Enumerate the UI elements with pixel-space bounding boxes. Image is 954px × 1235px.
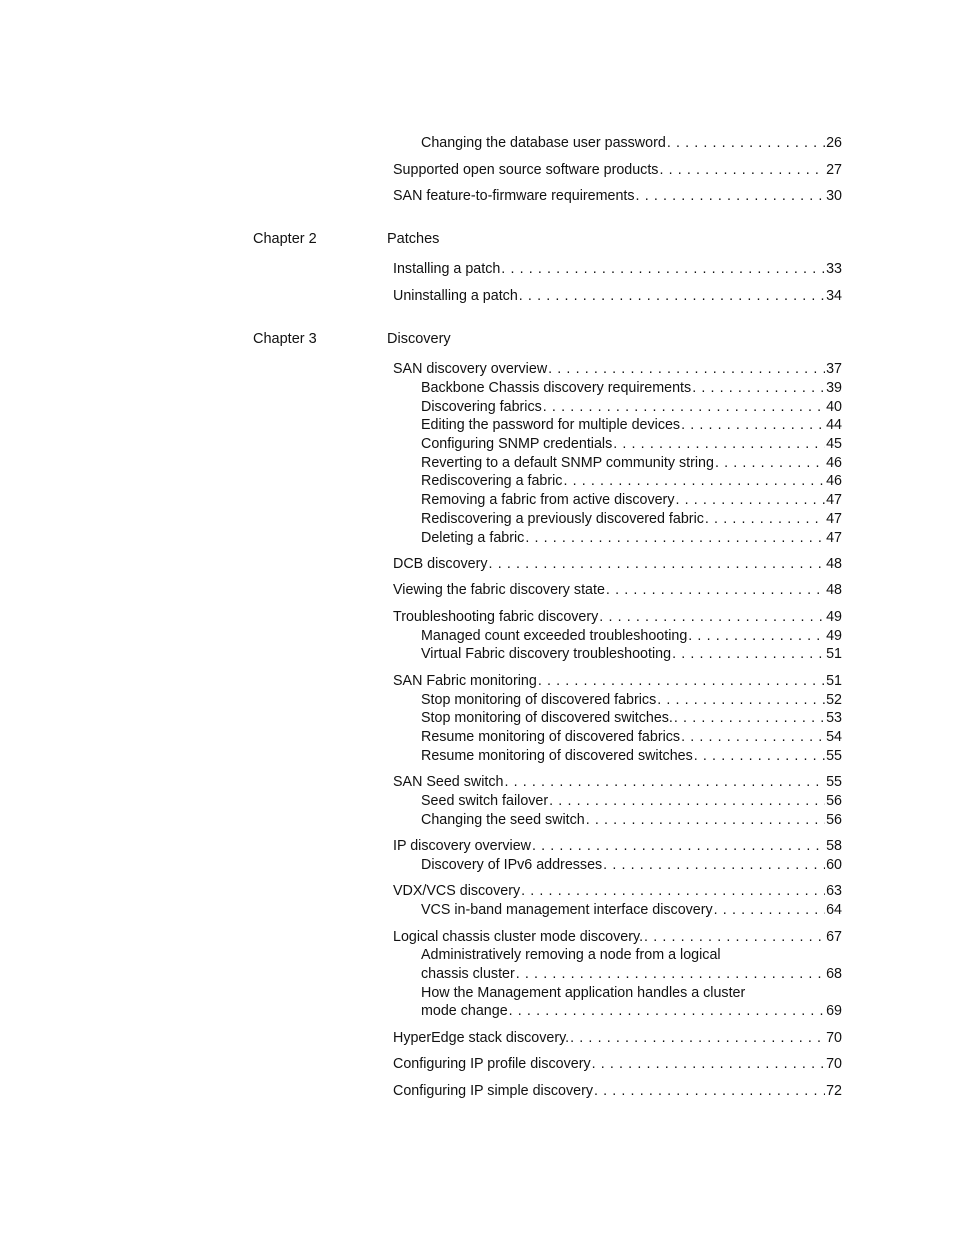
toc-entry-title: Virtual Fabric discovery troubleshooting (421, 646, 672, 662)
dot-leader (681, 728, 825, 747)
toc-entry-page: 60 (826, 857, 842, 873)
toc-entry-title: Changing the seed switch (421, 812, 585, 828)
toc-entry-title: Deleting a fabric (421, 530, 525, 546)
dot-leader (613, 435, 825, 454)
toc-entry-page: 47 (826, 492, 842, 508)
toc-entry-title: SAN feature-to-firmware requirements (393, 188, 635, 204)
toc-entry[interactable] (421, 435, 842, 454)
toc-entry-page: 37 (826, 361, 842, 377)
toc-entry-title: VCS in-band management interface discovery (421, 902, 713, 918)
toc-entry[interactable] (393, 360, 842, 379)
toc-entry-page: 40 (826, 399, 842, 415)
dot-leader (694, 747, 825, 766)
toc-entry[interactable] (393, 773, 842, 792)
toc-entry-page: 33 (826, 261, 842, 277)
dot-leader (532, 837, 825, 856)
toc-entry[interactable] (421, 709, 842, 728)
dot-leader (705, 510, 825, 529)
toc-entry-title: SAN Fabric monitoring (393, 673, 537, 689)
toc-entry[interactable] (421, 454, 842, 473)
toc-entry-title: IP discovery overview (393, 838, 531, 854)
toc-entry-page: 70 (826, 1030, 842, 1046)
toc-entry-title: Configuring IP simple discovery (393, 1083, 593, 1099)
dot-leader (548, 360, 825, 379)
toc-entry-title: Installing a patch (393, 261, 501, 277)
dot-leader (516, 965, 825, 984)
dot-leader (570, 1029, 825, 1048)
toc-entry-page: 45 (826, 436, 842, 452)
toc-entry[interactable] (421, 529, 842, 548)
toc-entry[interactable] (421, 134, 842, 153)
toc-entry-title: mode change (421, 1003, 508, 1019)
toc-entry-page: 47 (826, 530, 842, 546)
dot-leader (549, 792, 825, 811)
toc-entry-page: 26 (826, 135, 842, 151)
dot-leader (603, 856, 825, 875)
toc-entry-title: How the Management application handles a cluster (421, 985, 746, 1001)
toc-entry[interactable] (421, 398, 842, 417)
toc-entry-title: Uninstalling a patch (393, 288, 518, 304)
toc-entry-title: Supported open source software products (393, 162, 659, 178)
toc-entry-page: 56 (826, 793, 842, 809)
chapter-title: Discovery (387, 331, 451, 347)
dot-leader (667, 134, 825, 153)
toc-entry-page: 70 (826, 1056, 842, 1072)
toc-entry[interactable] (393, 161, 842, 180)
toc-entry-page: 44 (826, 417, 842, 433)
toc-entry-page: 46 (826, 455, 842, 471)
chapter-title: Patches (387, 231, 440, 247)
dot-leader (586, 811, 825, 830)
toc-entry-title: Stop monitoring of discovered fabrics (421, 692, 657, 708)
toc-entry-page: 52 (826, 692, 842, 708)
toc-entry-title: SAN Seed switch (393, 774, 504, 790)
dot-leader (674, 709, 825, 728)
toc-entry-title: Configuring IP profile discovery (393, 1056, 591, 1072)
toc-entry[interactable] (421, 946, 842, 965)
toc-entry-title: Stop monitoring of discovered switches. (421, 710, 673, 726)
toc-entry-title: Resume monitoring of discovered fabrics (421, 729, 681, 745)
dot-leader (538, 672, 825, 691)
toc-entry-page: 51 (826, 673, 842, 689)
toc-entry-title: Reverting to a default SNMP community string (421, 455, 714, 471)
dot-leader (599, 608, 825, 627)
dot-leader (688, 627, 825, 646)
toc-entry-page: 68 (826, 966, 842, 982)
toc-entry[interactable] (393, 882, 842, 901)
toc-entry-page: 48 (826, 582, 842, 598)
dot-leader (521, 882, 825, 901)
dot-leader (657, 691, 825, 710)
toc-entry[interactable] (421, 379, 842, 398)
dot-leader (509, 1002, 825, 1021)
toc-entry[interactable] (393, 672, 842, 691)
dot-leader (715, 454, 825, 473)
dot-leader (636, 187, 826, 206)
toc-entry-page: 55 (826, 748, 842, 764)
dot-leader (519, 287, 825, 306)
toc-entry[interactable] (393, 287, 842, 306)
toc-entry-page: 27 (826, 162, 842, 178)
toc-entry-page: 55 (826, 774, 842, 790)
toc-entry[interactable] (421, 472, 842, 491)
dot-leader (714, 901, 825, 920)
toc-entry-page: 49 (826, 628, 842, 644)
toc-entry-title: VDX/VCS discovery (393, 883, 521, 899)
dot-leader (525, 529, 825, 548)
toc-entry-page: 63 (826, 883, 842, 899)
toc-entry-title: Administratively removing a node from a logical (421, 947, 721, 963)
toc-entry-page: 69 (826, 1003, 842, 1019)
toc-entry-title: Viewing the fabric discovery state (393, 582, 605, 598)
toc-entry-page: 47 (826, 511, 842, 527)
toc-entry[interactable] (421, 965, 842, 984)
dot-leader (592, 1055, 825, 1074)
toc-entry[interactable] (393, 928, 842, 947)
toc-entry[interactable] (421, 728, 842, 747)
toc-entry-title: DCB discovery (393, 556, 488, 572)
chapter-label: Chapter 3 (253, 331, 317, 347)
toc-entry-page: 56 (826, 812, 842, 828)
toc-entry-title: Troubleshooting fabric discovery (393, 609, 599, 625)
toc-entry-title: Editing the password for multiple devices (421, 417, 681, 433)
toc-entry[interactable] (421, 627, 842, 646)
toc-entry[interactable] (393, 581, 842, 600)
toc-entry[interactable] (421, 901, 842, 920)
dot-leader (563, 472, 825, 491)
toc-entry[interactable] (421, 984, 842, 1003)
toc-entry[interactable] (421, 811, 842, 830)
toc-entry-title: Seed switch failover (421, 793, 549, 809)
dot-leader (504, 773, 825, 792)
dot-leader (594, 1082, 825, 1101)
toc-entry-title: Changing the database user password (421, 135, 666, 151)
dot-leader (501, 260, 825, 279)
toc-entry-title: Discovery of IPv6 addresses (421, 857, 603, 873)
dot-leader (489, 555, 826, 574)
toc-entry-page: 51 (826, 646, 842, 662)
dot-leader (681, 416, 825, 435)
toc-entry-title: Rediscovering a previously discovered fabric (421, 511, 704, 527)
dot-leader (672, 645, 825, 664)
toc-entry[interactable] (393, 187, 842, 206)
toc-entry[interactable] (393, 837, 842, 856)
toc-entry-title: Discovering fabrics (421, 399, 542, 415)
dot-leader (644, 928, 825, 947)
toc-entry-page: 58 (826, 838, 842, 854)
toc-entry[interactable] (393, 1055, 842, 1074)
dot-leader (543, 398, 825, 417)
toc-entry[interactable] (421, 691, 842, 710)
toc-entry[interactable] (421, 1002, 842, 1021)
toc-entry-title: Resume monitoring of discovered switches (421, 748, 693, 764)
toc-entry-page: 48 (826, 556, 842, 572)
toc-entry[interactable] (393, 1082, 842, 1101)
toc-entry-title: Backbone Chassis discovery requirements (421, 380, 692, 396)
toc-entry-page: 72 (826, 1083, 842, 1099)
toc-entry-page: 39 (826, 380, 842, 396)
toc-entry[interactable] (393, 260, 842, 279)
toc-entry-page: 30 (826, 188, 842, 204)
chapter-label: Chapter 2 (253, 231, 317, 247)
toc-entry[interactable] (421, 491, 842, 510)
toc-entry[interactable] (393, 555, 842, 574)
toc-entry-page: 64 (826, 902, 842, 918)
toc-entry[interactable] (421, 510, 842, 529)
toc-entry[interactable] (421, 747, 842, 766)
dot-leader (606, 581, 825, 600)
toc-entry-page: 54 (826, 729, 842, 745)
toc-entry[interactable] (421, 416, 842, 435)
toc-entry-page: 53 (826, 710, 842, 726)
toc-entry-page: 34 (826, 288, 842, 304)
dot-leader (692, 379, 825, 398)
toc-entry-title: Removing a fabric from active discovery (421, 492, 675, 508)
toc-entry-title: Logical chassis cluster mode discovery. (393, 929, 644, 945)
toc-entry[interactable] (421, 645, 842, 664)
toc-entry-title: HyperEdge stack discovery. (393, 1030, 570, 1046)
toc-entry-page: 67 (826, 929, 842, 945)
toc-entry[interactable] (393, 1029, 842, 1048)
toc-entry-title: SAN discovery overview (393, 361, 548, 377)
toc-entry-title: Managed count exceeded troubleshooting (421, 628, 688, 644)
toc-entry-page: 49 (826, 609, 842, 625)
toc-entry-title: Rediscovering a fabric (421, 473, 563, 489)
toc-entry[interactable] (421, 792, 842, 811)
toc-entry-title: chassis cluster (421, 966, 515, 982)
toc-entry[interactable] (393, 608, 842, 627)
toc-entry[interactable] (421, 856, 842, 875)
dot-leader (659, 161, 825, 180)
dot-leader (675, 491, 825, 510)
toc-entry-page: 46 (826, 473, 842, 489)
toc-entry-title: Configuring SNMP credentials (421, 436, 613, 452)
